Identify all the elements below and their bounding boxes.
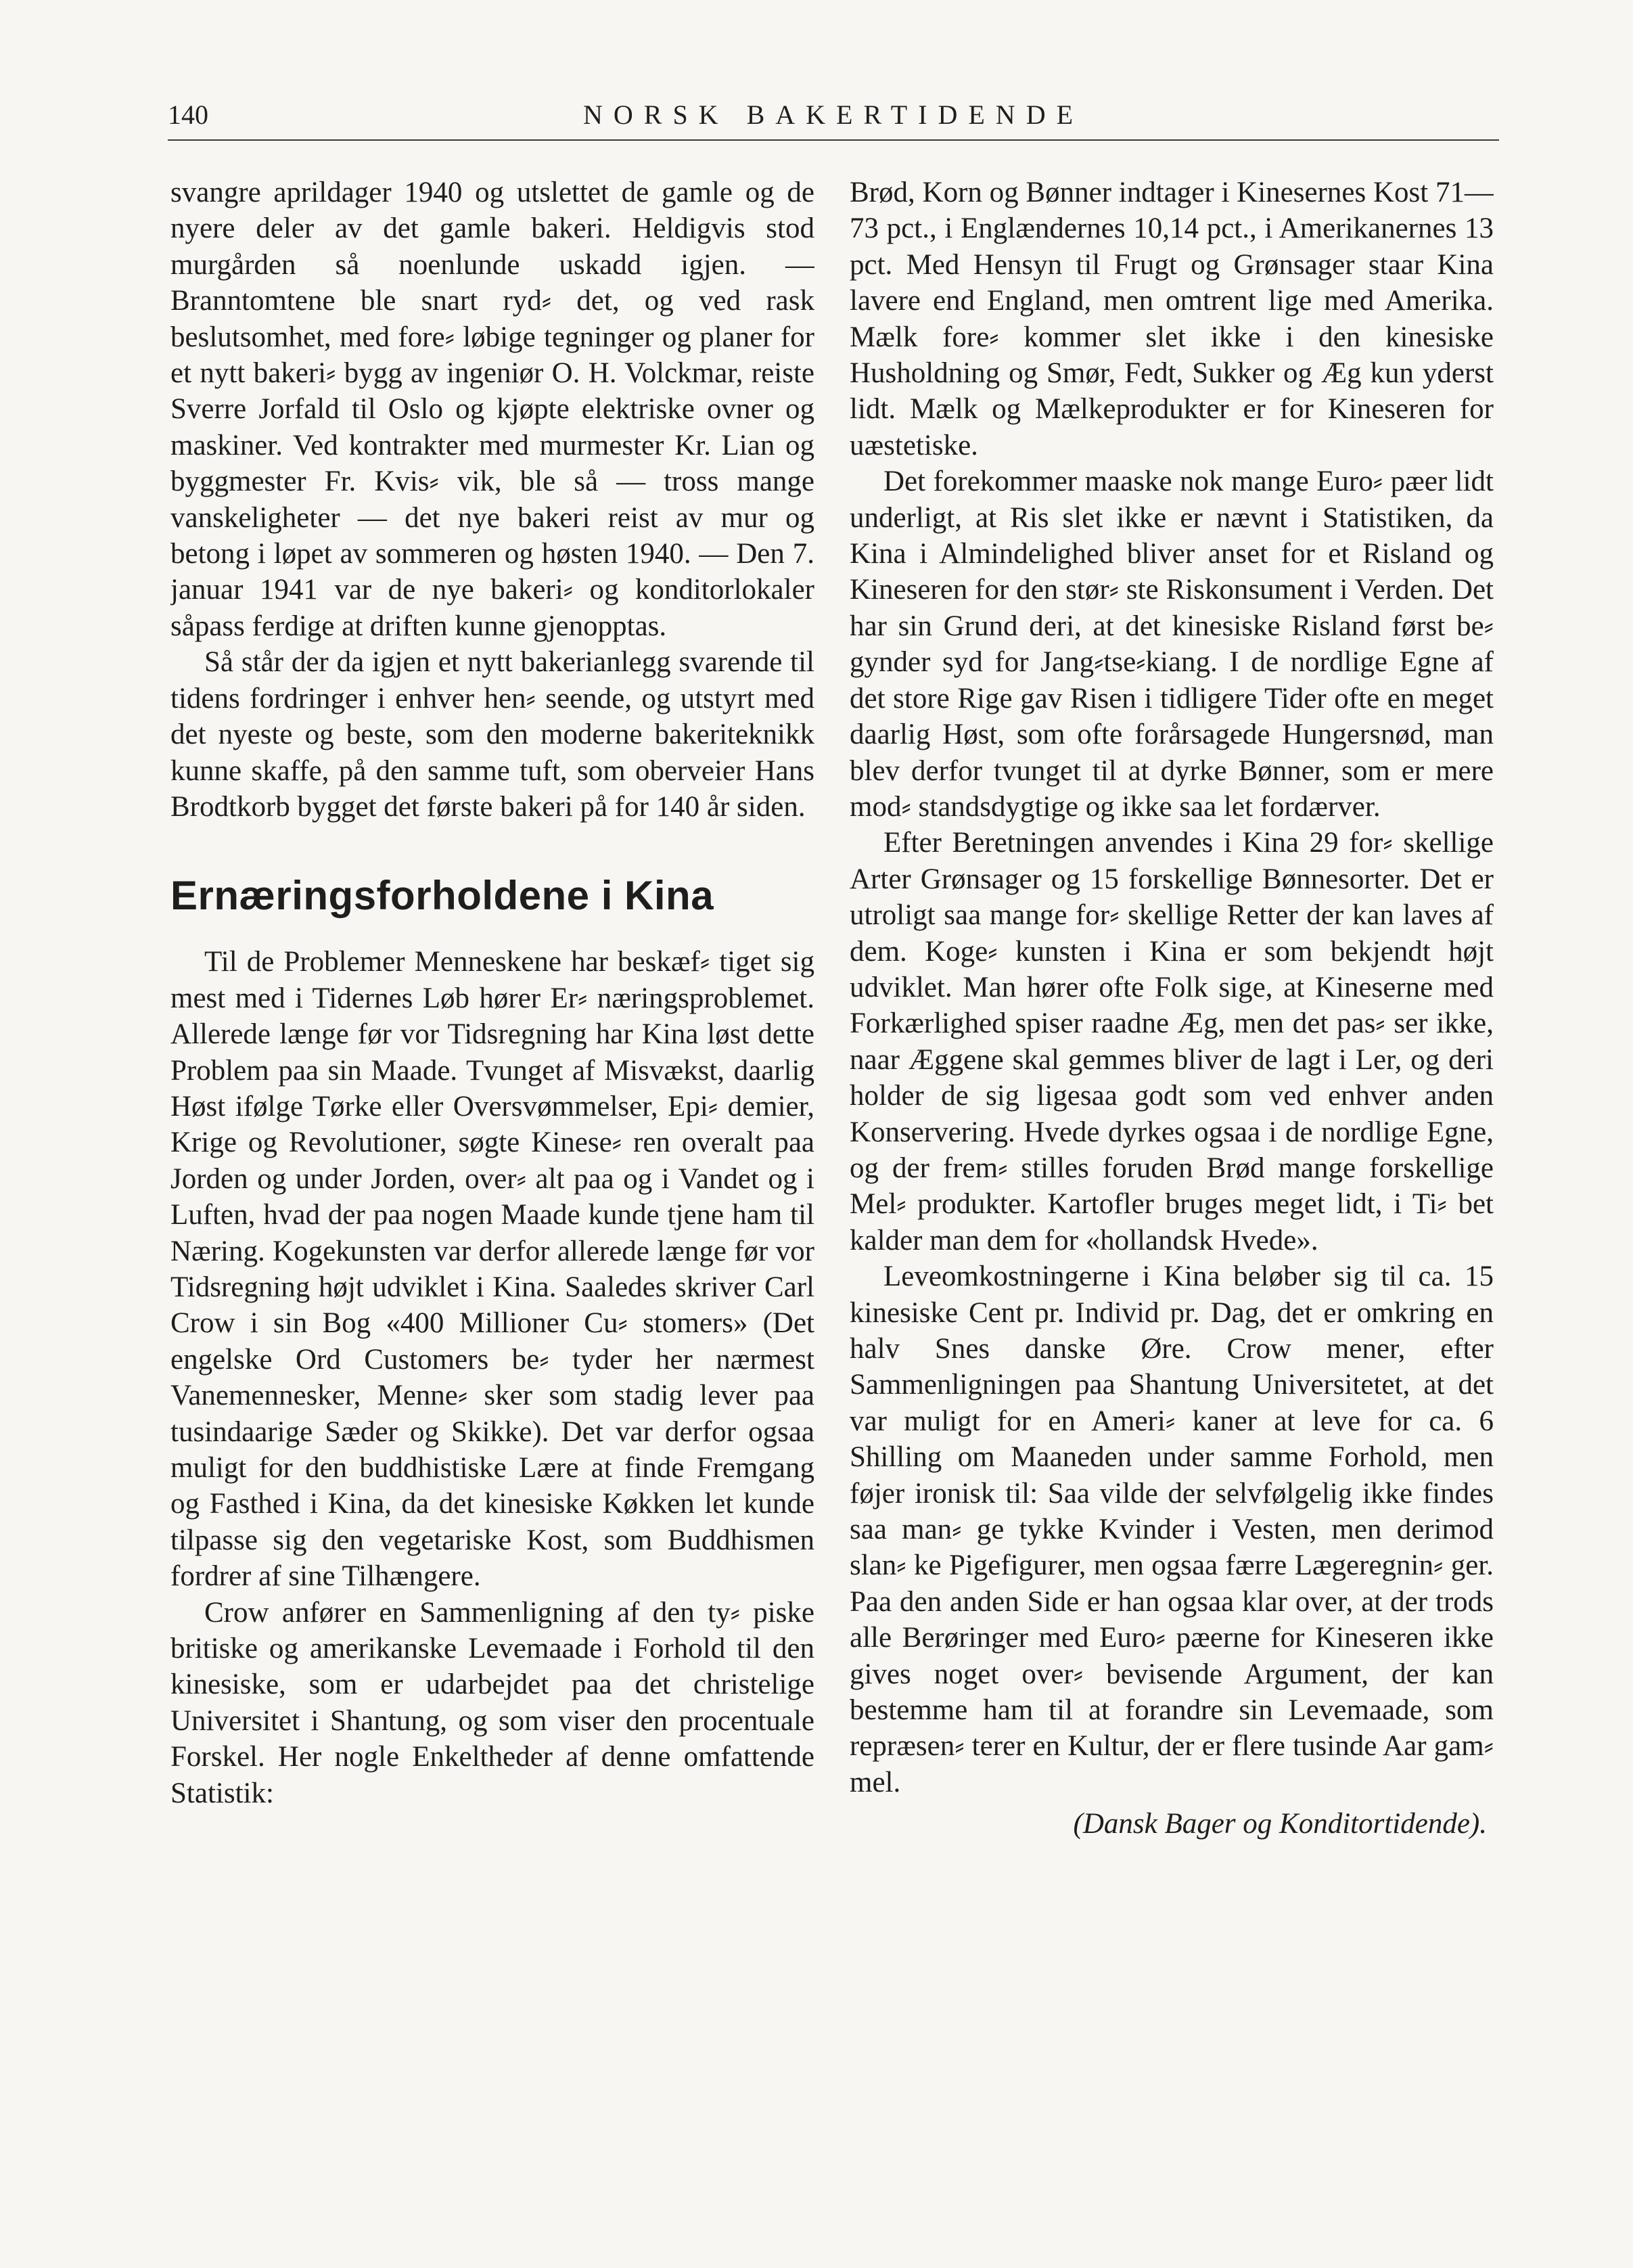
article-paragraph: Efter Beretningen anvendes i Kina 29 for⸗ skellige Arter Grønsager og 15 forskellige Bønnesorter. Det er utroligt saa mange for⸗ skellige Retter der kan laves af dem. Koge⸗ kunsten i Kina er som bekjendt højt udviklet. Man hører ofte Folk sige, at Kineserne med Forkærlighed spiser raadne Æg, men det pas⸗ ser ikke, naar Æggene skal gemmes bliver de lagt i Ler, og deri holder de sig ligesaa godt som ved enhver anden Konservering. Hvede dyrkes ogsaa i de nordlige Egne, og der frem⸗ stilles foruden Brød mange forskellige Mel⸗ produkter. Kartofler bruges meget lidt, i Ti⸗ bet kalder man dem for «hollandsk Hvede». bbox=[850, 827, 1494, 1256]
article-paragraph: Til de Problemer Menneskene har beskæf⸗ tiget sig mest med i Tidernes Løb hører Er⸗ næringsproblemet. Allerede længe før vor Tidsregning har Kina løst dette Problem paa sin Maade. Tvunget af Misvækst, daarlig Høst ifølge Tørke eller Oversvømmelser, Epi⸗ demier, Krige og Revolutioner, søgte Kinese⸗ ren overalt paa Jorden og under Jorden, over⸗ alt paa og i Vandet og i Luften, hvad der paa nogen Maade kunde tjene ham til Næring. Kogekunsten var derfor allerede længe før vor Tidsregning højt udviklet i Kina. Saaledes skriver Carl Crow i sin Bog «400 Millioner Cu⸗ stomers» (Det engelske Ord Customers be⸗ tyder her nærmest Vanemennesker, Menne⸗ sker som stadig lever paa tusindaarige Sæder og Skikke). Det var derfor ogsaa muligt for den buddhistiske Lære at finde Fremgang og Fasthed i Kina, da det kinesiske Køkken let kunde tilpasse sig den vegetariske Kost, som Buddhismen fordrer af sine Tilhængere. bbox=[170, 946, 814, 1593]
article-paragraph: Det forekommer maaske nok mange Euro⸗ pæer lidt underligt, at Ris slet ikke er nævnt i Statistiken, da Kina i Almindelighed bliver anset for et Risland og Kineseren for den stør⸗ ste Riskonsument i Verden. Det har sin Grund deri, at det kinesiske Risland først be⸗ gynder syd for Jang⸗tse⸗kiang. I de nordlige Egne af det store Rige gav Risen i tidligere Tider ofte en meget daarlig Høst, som ofte forårsagede Hungersnød, man blev derfor tvunget til at dyrke Bønner, som er mere mod⸗ standsdygtige og ikke saa let fordærver. bbox=[850, 466, 1494, 823]
intro-paragraph: Så står der da igjen et nytt bakerianlegg svarende til tidens fordringer i enhver hen⸗ seende, og utstyrt med det nyeste og beste, som den moderne bakeriteknikk kunne skaffe, på den samme tuft, som oberveier Hans Brodtkorb bygget det første bakeri på for 140 år siden. bbox=[170, 646, 814, 823]
right-column bbox=[850, 175, 1494, 2069]
article-title: Ernæringsforholdene i Kina bbox=[170, 873, 714, 919]
left-column bbox=[170, 175, 814, 2069]
page-number: 140 bbox=[168, 99, 208, 130]
article-paragraph: Brød, Korn og Bønner indtager i Kinesernes Kost 71—73 pct., i Englændernes 10,14 pct., i Amerikanernes 13 pct. Med Hensyn til Frugt og Grønsager staar Kina lavere end England, men omtrent lige med Amerika. Mælk fore⸗ kommer slet ikke i den kinesiske Husholdning og Smør, Fedt, Sukker og Æg kun yderst lidt. Mælk og Mælkeprodukter er for Kineseren for uæstetiske. bbox=[850, 177, 1494, 461]
article-paragraph: Leveomkostningerne i Kina beløber sig til ca. 15 kinesiske Cent pr. Individ pr. Dag, det er omkring en halv Snes danske Øre. Crow mener, efter Sammenligningen paa Shantung Universitetet, at det var muligt for en Ameri⸗ kaner at leve for ca. 6 Shilling om Maaneden under samme Forhold, men føjer ironisk til: Saa vilde der selvfølgelig ikke findes saa man⸗ ge tykke Kvinder i Vesten, men derimod slan⸗ ke Pigefigurer, men ogsaa færre Lægeregnin⸗ ger. Paa den anden Side er han ogsaa klar over, at der trods alle Berøringer med Euro⸗ pæerne for Kineseren ikke gives noget over⸗ bevisende Argument, der kan bestemme ham til at forandre sin Levemaade, som repræsen⸗ terer en Kultur, der er flere tusinde Aar gam⸗ mel. bbox=[850, 1261, 1494, 1798]
article-paragraph: Crow anfører en Sammenligning af den ty⸗ piske britiske og amerikanske Levemaade i Forhold til den kinesiske, som er udarbejdet paa det christelige Universitet i Shantung, og som viser den procentuale Forskel. Her nogle Enkeltheder af denne omfattende Statistik: bbox=[170, 1596, 814, 1809]
header-divider bbox=[168, 139, 1499, 141]
journal-title: NORSK BAKERTIDENDE bbox=[582, 99, 1084, 130]
source-credit: (Dansk Bager og Konditortidende). bbox=[1073, 1808, 1487, 1840]
page-header bbox=[168, 96, 1499, 134]
intro-paragraph: svangre aprildager 1940 og utslettet de gamle og de nyere deler av det gamle bakeri. Heldigvis stod murgården så noenlunde uskadd igjen. — Branntomtene ble snart ryd⸗ det, og ved rask beslutsomhet, med fore⸗ løbige tegninger og planer for et nytt bakeri⸗ bygg av ingeniør O. H. Volckmar, reiste Sverre Jorfald til Oslo og kjøpte elektriske ovner og maskiner. Ved kontrakter med murmester Kr. Lian og byggmester Fr. Kvis⸗ vik, ble så — tross mange vanskeligheter — det nye bakeri reist av mur og betong i løpet av sommeren og høsten 1940. — Den 7. januar 1941 var de nye bakeri⸗ og konditorlokaler såpass ferdige at driften kunne gjenopptas. bbox=[170, 177, 814, 642]
